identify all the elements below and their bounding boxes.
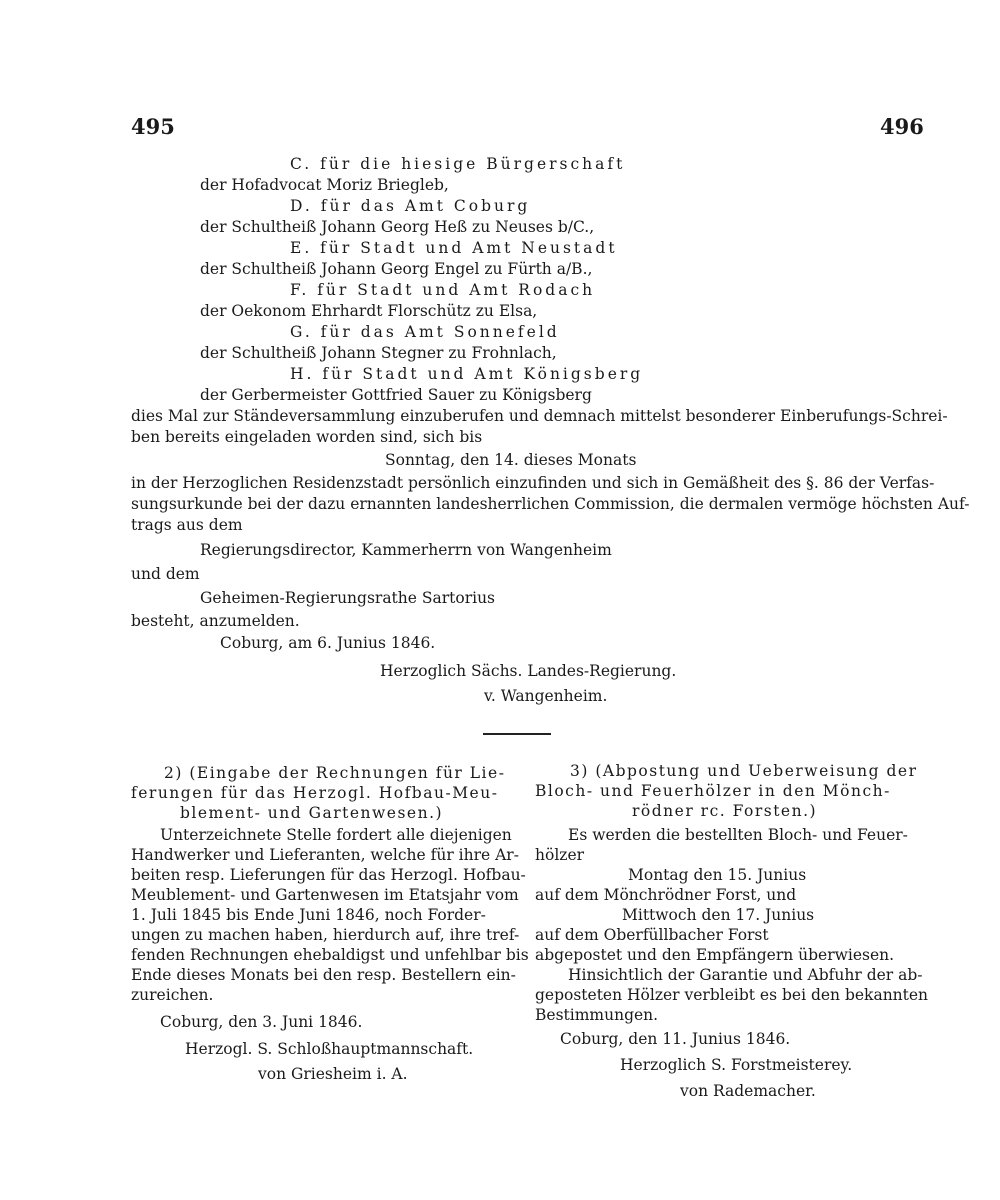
paragraph-line: sungsurkunde bei der dazu ernannten landesherrlichen Commission, die dermalen vermöge höchsten Auf- bbox=[131, 495, 970, 513]
delegate-district: G. für das Amt Sonnefeld bbox=[290, 323, 560, 341]
notice-title: Bloch- und Feuerhölzer in den Mönch- bbox=[535, 782, 891, 800]
issuing-authority: Herzoglich Sächs. Landes-Regierung. bbox=[380, 662, 677, 680]
paragraph-line: dies Mal zur Ständeversammlung einzuberufen und demnach mittelst besonderer Einberufungs-Schrei- bbox=[131, 407, 948, 425]
date-line: Sonntag, den 14. dieses Monats bbox=[385, 451, 637, 469]
official-name: Regierungsdirector, Kammerherrn von Wangenheim bbox=[200, 541, 612, 559]
notice-body-line: Es werden die bestellten Bloch- und Feuer- bbox=[568, 826, 908, 844]
paragraph-line: trags aus dem bbox=[131, 516, 243, 534]
notice-title: ferungen für das Herzogl. Hofbau-Meu- bbox=[131, 784, 499, 802]
delegate-person: der Hofadvocat Moriz Briegleb, bbox=[200, 176, 449, 194]
page-number-right: 496 bbox=[880, 114, 924, 139]
notice-body-line: Handwerker und Lieferanten, welche für ihre Ar- bbox=[131, 846, 519, 864]
signature: von Griesheim i. A. bbox=[258, 1065, 408, 1083]
notice-body-line: 1. Juli 1845 bis Ende Juni 1846, noch Forder- bbox=[131, 906, 486, 924]
notice-body-line: Ende dieses Monats bei den resp. Bestellern ein- bbox=[131, 966, 516, 984]
notice-body-line: abgepostet und den Empfängern überwiesen. bbox=[535, 946, 895, 964]
paragraph-line: in der Herzoglichen Residenzstadt persönlich einzufinden und sich in Gemäßheit des §. 86 der Verfas- bbox=[131, 474, 935, 492]
notice-body-line: Unterzeichnete Stelle fordert alle diejenigen bbox=[160, 826, 512, 844]
place-date: Coburg, den 11. Junius 1846. bbox=[560, 1030, 791, 1048]
notice-body-line: beiten resp. Lieferungen für das Herzogl. Hofbau- bbox=[131, 866, 526, 884]
delegate-person: der Gerbermeister Gottfried Sauer zu Königsberg bbox=[200, 386, 592, 404]
delegate-district: F. für Stadt und Amt Rodach bbox=[290, 281, 596, 299]
delegate-person: der Schultheiß Johann Stegner zu Frohnlach, bbox=[200, 344, 557, 362]
place-date: Coburg, den 3. Juni 1846. bbox=[160, 1013, 363, 1031]
issuing-authority: Herzogl. S. Schloßhauptmannschaft. bbox=[185, 1040, 474, 1058]
issuing-authority: Herzoglich S. Forstmeisterey. bbox=[620, 1056, 853, 1074]
notice-body-line: Meublement- und Gartenwesen im Etatsjahr vom bbox=[131, 886, 519, 904]
delegate-district: H. für Stadt und Amt Königsberg bbox=[290, 365, 644, 383]
signature: von Rademacher. bbox=[680, 1082, 816, 1100]
notice-body-line: zureichen. bbox=[131, 986, 214, 1004]
notice-body-line: gepostеten Hölzer verbleibt es bei den bekannten bbox=[535, 986, 929, 1004]
notice-title: rödner rc. Forsten.) bbox=[632, 802, 818, 820]
date-line: Montag den 15. Junius bbox=[628, 866, 807, 884]
place-date: Coburg, am 6. Junius 1846. bbox=[220, 634, 436, 652]
notice-body-line: fenden Rechnungen ehebaldigst und unfehlbar bis bbox=[131, 946, 529, 964]
delegate-person: der Schultheiß Johann Georg Engel zu Fürth a/B., bbox=[200, 260, 593, 278]
official-name: Geheimen-Regierungsrathe Sartorius bbox=[200, 589, 495, 607]
date-line: Mittwoch den 17. Junius bbox=[622, 906, 815, 924]
notice-title: 2) (Eingabe der Rechnungen für Lie- bbox=[164, 764, 506, 782]
delegate-district: E. für Stadt und Amt Neustadt bbox=[290, 239, 618, 257]
delegate-district: C. für die hiesige Bürgerschaft bbox=[290, 155, 626, 173]
paragraph-line: und dem bbox=[131, 565, 200, 583]
paragraph-line: besteht, anzumelden. bbox=[131, 612, 300, 630]
notice-title: blement- und Gartenwesen.) bbox=[180, 804, 444, 822]
notice-body-line: auf dem Mönchrödner Forst, und bbox=[535, 886, 797, 904]
section-divider bbox=[483, 733, 551, 735]
page-number-left: 495 bbox=[131, 114, 175, 139]
delegate-person: der Oekonom Ehrhardt Florschütz zu Elsa, bbox=[200, 302, 538, 320]
notice-title: 3) (Abpostung und Ueberweisung der bbox=[570, 762, 918, 780]
paragraph-line: ben bereits eingeladen worden sind, sich bis bbox=[131, 428, 483, 446]
notice-body-line: Bestimmungen. bbox=[535, 1006, 659, 1024]
notice-body-line: Hinsichtlich der Garantie und Abfuhr der ab- bbox=[568, 966, 923, 984]
delegate-district: D. für das Amt Coburg bbox=[290, 197, 531, 215]
delegate-person: der Schultheiß Johann Georg Heß zu Neuses b/C., bbox=[200, 218, 595, 236]
notice-body-line: auf dem Oberfüllbacher Forst bbox=[535, 926, 769, 944]
notice-body-line: hölzer bbox=[535, 846, 585, 864]
signature: v. Wangenheim. bbox=[484, 687, 608, 705]
notice-body-line: ungen zu machen haben, hierdurch auf, ihre tref- bbox=[131, 926, 520, 944]
